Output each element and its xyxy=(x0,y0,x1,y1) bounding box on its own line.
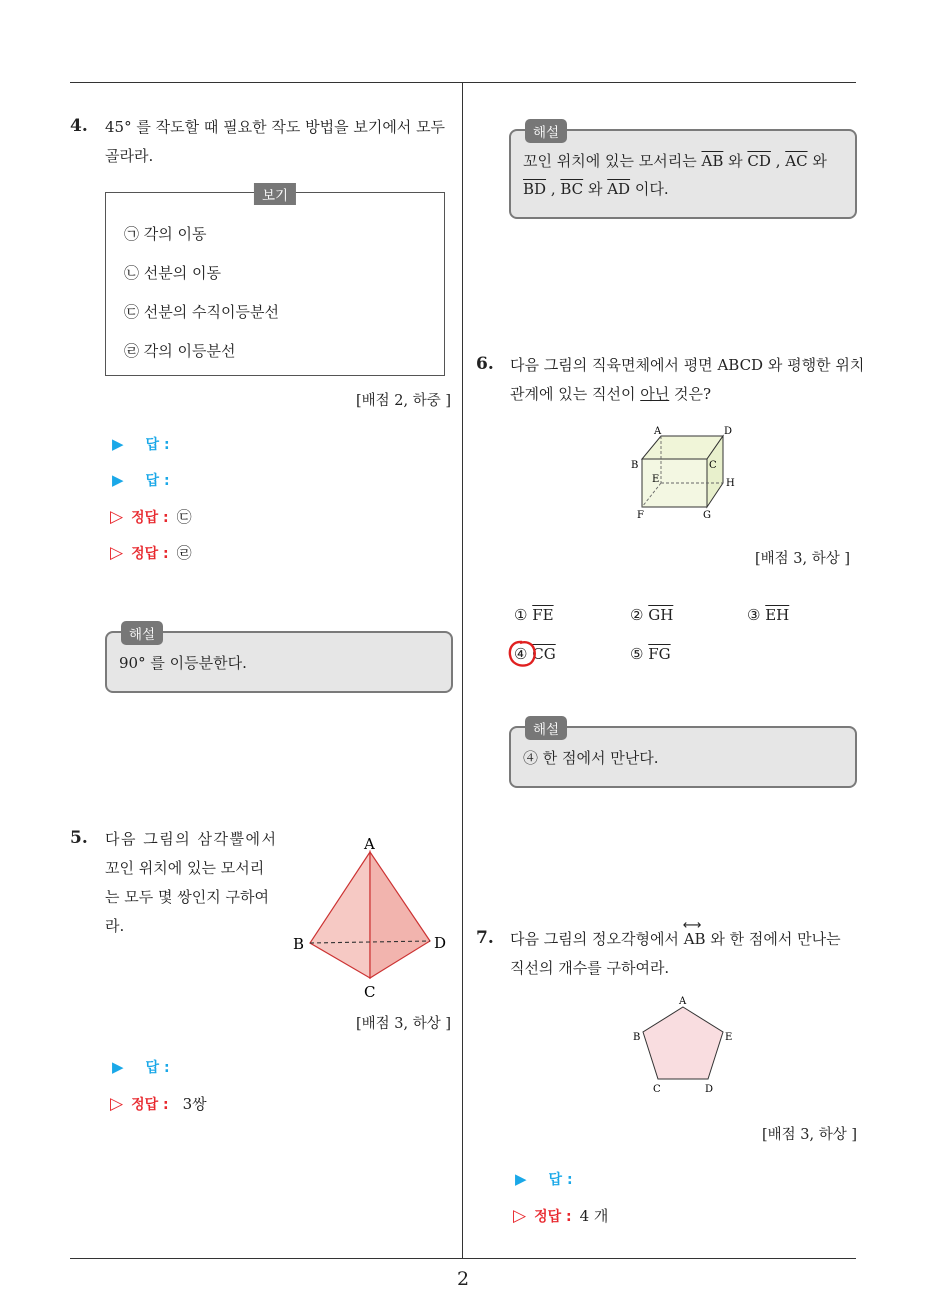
q4-bogi-item: ㉡ 선분의 이동 xyxy=(124,264,221,282)
cube-label-g: G xyxy=(703,510,711,521)
q4-correct-line-1 xyxy=(110,506,192,527)
cube-label-a: A xyxy=(654,426,662,437)
q7-answer-line xyxy=(515,1169,573,1189)
q5-exp-seg: $\overline{AB}$ xyxy=(701,152,724,170)
tetra-face-right xyxy=(370,852,430,978)
q5-explanation-line1: 꼬인 위치에 있는 모서리는 $\overline{AB}$ 와 $\overline{CD}$ , $\overline{AC}$ 와 xyxy=(523,152,827,170)
correct-label: 정답 : xyxy=(131,1096,169,1113)
q4-line1: 45° 를 작도할 때 필요한 작도 방법을 보기에서 모두 xyxy=(105,118,446,136)
q4-score: [배점 2, 하중 ] xyxy=(356,393,452,409)
q4-explanation-title: 해설 xyxy=(121,621,163,645)
open-triangle-icon: ▷ xyxy=(110,506,124,527)
q4-explanation-box xyxy=(105,627,453,693)
q6-line2 xyxy=(510,380,864,409)
q5-number: 5. xyxy=(70,828,88,848)
correct-label: 정답 : xyxy=(131,545,169,562)
q4-explanation-text: 90° 를 이등분한다. xyxy=(119,654,247,672)
q5-explanation-line2: $\overline{BD}$ , $\overline{BC}$ 와 $\overline{AD}$ 이다. xyxy=(523,180,669,198)
q4-bogi-item: ㉢ 선분의 수직이등분선 xyxy=(124,303,279,321)
q6-choice-5[interactable] xyxy=(630,645,671,663)
choice-number: ③ xyxy=(747,606,761,624)
q5-answer-line xyxy=(112,1057,170,1077)
q4-bogi-title: 보기 xyxy=(254,183,296,205)
tetra-face-left xyxy=(310,852,370,978)
q6-choice-1[interactable] xyxy=(514,606,554,624)
cube-label-c: C xyxy=(709,460,717,471)
q7-line1-pre: 다음 그림의 정오각형에서 xyxy=(510,930,684,948)
play-triangle-icon: ▶ xyxy=(515,1170,527,1188)
cube-label-f: F xyxy=(637,510,644,521)
q5-line: 는 모두 몇 쌍인지 구하여 xyxy=(105,888,269,906)
q5-correct-value: 3쌍 xyxy=(182,1095,207,1113)
q5-exp-and: 와 xyxy=(728,152,743,170)
pent-label-a: A xyxy=(679,996,687,1007)
q6-text xyxy=(510,351,864,409)
choice-segment: $\overline{EH}$ xyxy=(765,606,790,624)
answer-label: 답 : xyxy=(145,473,170,489)
q4-line2: 골라라. xyxy=(105,147,154,165)
q6-choice-2[interactable] xyxy=(630,606,673,624)
q5-explanation-title: 해설 xyxy=(525,119,567,143)
choice-number: ④ xyxy=(514,645,528,663)
q7-correct-line xyxy=(513,1205,608,1226)
open-triangle-icon: ▷ xyxy=(110,1093,124,1114)
correct-circle-mark xyxy=(505,638,539,670)
q5-explanation-text xyxy=(523,147,827,203)
page-number: 2 xyxy=(456,1268,470,1290)
cube-label-d: D xyxy=(724,426,733,437)
q7-correct-value: 4 개 xyxy=(579,1207,609,1225)
pentagon-figure xyxy=(628,994,748,1096)
q5-exp-prefix: 꼬인 위치에 있는 모서리는 xyxy=(523,152,697,170)
q5-line: 다음 그림의 삼각뿔에서 xyxy=(105,830,278,848)
column-divider xyxy=(462,82,463,1258)
choice-number: ⑤ xyxy=(630,645,644,663)
q6-line2-post: 것은? xyxy=(669,385,712,403)
tetra-label-b: B xyxy=(293,935,305,953)
play-triangle-icon: ▶ xyxy=(112,1058,124,1076)
choice-segment: $\overline{CG}$ xyxy=(532,645,556,663)
q6-score: [배점 3, 하상 ] xyxy=(755,551,851,567)
q5-line: 꼬인 위치에 있는 모서리 xyxy=(105,859,265,877)
top-rule xyxy=(70,82,856,83)
double-arrow-icon: ⟷ xyxy=(682,918,702,933)
answer-label: 답 : xyxy=(548,1172,573,1188)
q4-number: 4. xyxy=(70,116,88,136)
cuboid-figure xyxy=(628,424,748,524)
q7-line2: 직선의 개수를 구하여라. xyxy=(510,959,670,977)
q4-correct-value: ㉣ xyxy=(176,544,192,562)
q6-line2-underline: 아닌 xyxy=(640,385,670,403)
q6-number: 6. xyxy=(476,354,494,374)
open-triangle-icon: ▷ xyxy=(513,1205,527,1226)
q7-score: [배점 3, 하상 ] xyxy=(762,1127,858,1143)
q7-text xyxy=(510,918,841,983)
q6-line1: 다음 그림의 직육면체에서 평면 ABCD 와 평행한 위치 xyxy=(510,356,865,374)
tetra-label-c: C xyxy=(364,983,376,1001)
q5-exp-seg: $\overline{BD}$ xyxy=(523,180,547,198)
choice-segment: $\overline{GH}$ xyxy=(648,606,674,624)
q4-bogi-item: ㉠ 각의 이동 xyxy=(124,225,207,243)
cube-label-b: B xyxy=(631,460,639,471)
q4-bogi-item: ㉣ 각의 이등분선 xyxy=(124,342,236,360)
correct-label: 정답 : xyxy=(131,509,169,526)
q6-explanation-text: ④ 한 점에서 만난다. xyxy=(523,749,659,767)
q7-line-ab xyxy=(682,918,706,954)
choice-segment: $\overline{FG}$ xyxy=(648,645,671,663)
q5-exp-seg: $\overline{BC}$ xyxy=(560,180,584,198)
q5-exp-seg: $\overline{CD}$ xyxy=(747,152,771,170)
q7-line1-post: 와 한 점에서 만나는 xyxy=(705,930,841,948)
q5-exp-seg: $\overline{AC}$ xyxy=(785,152,808,170)
play-triangle-icon: ▶ xyxy=(112,435,124,453)
q4-answer-line-2 xyxy=(112,470,170,490)
q5-exp-and: 와 xyxy=(812,152,827,170)
correct-label: 정답 : xyxy=(534,1208,572,1225)
q5-explanation-box xyxy=(509,125,857,219)
q5-exp-suffix: 이다. xyxy=(634,180,669,198)
pentagon-shape xyxy=(643,1007,723,1079)
q4-correct-line-2 xyxy=(110,542,192,563)
answer-label: 답 : xyxy=(145,437,170,453)
q6-choice-3[interactable] xyxy=(747,606,789,624)
q7-line1 xyxy=(510,918,841,954)
bottom-rule xyxy=(70,1258,856,1259)
cube-label-e: E xyxy=(652,474,660,485)
pent-label-c: C xyxy=(653,1084,661,1095)
q5-exp-seg: $\overline{AD}$ xyxy=(607,180,631,198)
choice-number: ① xyxy=(514,606,528,624)
q6-explanation-box xyxy=(509,722,857,788)
q4-bogi-box xyxy=(105,188,445,376)
pent-label-e: E xyxy=(725,1032,733,1043)
pent-label-d: D xyxy=(705,1084,714,1095)
tetra-label-a: A xyxy=(364,835,375,853)
open-triangle-icon: ▷ xyxy=(110,542,124,563)
q5-correct-line xyxy=(110,1093,207,1114)
q4-correct-value: ㉢ xyxy=(176,508,192,526)
tetra-label-d: D xyxy=(434,934,447,952)
q7-number: 7. xyxy=(476,928,494,948)
q5-text xyxy=(105,825,280,941)
q5-exp-and: 와 xyxy=(587,180,603,198)
q7-line1-seg: AB xyxy=(683,930,706,948)
q5-line: 라. xyxy=(105,917,125,935)
q5-score: [배점 3, 하상 ] xyxy=(356,1016,452,1032)
answer-label: 답 : xyxy=(145,1060,170,1076)
pent-label-b: B xyxy=(633,1032,641,1043)
q6-line2-pre: 관계에 있는 직선이 xyxy=(510,385,641,403)
play-triangle-icon: ▶ xyxy=(112,471,124,489)
cube-label-h: H xyxy=(726,478,735,489)
tetrahedron-figure xyxy=(290,830,460,1005)
choice-segment: $\overline{FE}$ xyxy=(532,606,554,624)
q4-text xyxy=(105,113,445,171)
q6-explanation-title: 해설 xyxy=(525,716,567,740)
choice-number: ② xyxy=(630,606,644,624)
q4-answer-line-1 xyxy=(112,434,170,454)
